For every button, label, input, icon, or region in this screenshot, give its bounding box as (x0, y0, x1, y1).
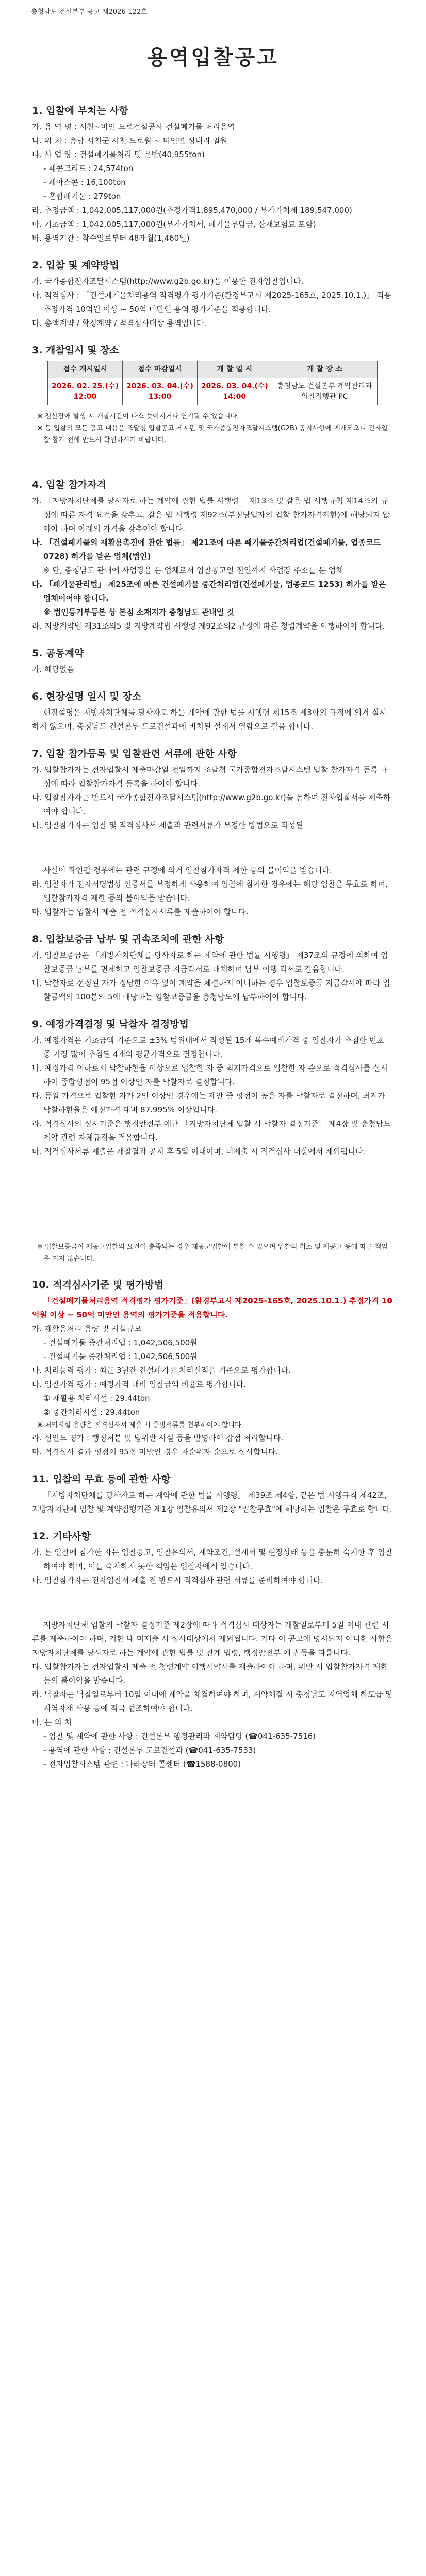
section-2-heading: 2. 입찰 및 계약방법 (32, 260, 119, 271)
s4-item-5: ※ 법인등기부등본 상 본점 소재지가 충청남도 관내일 것 (43, 607, 234, 617)
schedule-cell: 2026. 03. 04.(수) 13:00 (122, 378, 197, 405)
schedule-header: 접수 마감일시 (122, 361, 197, 378)
s1-item-5: - 폐아스콘 : 16,100ton (43, 178, 126, 187)
schedule-cell: 충청남도 건설본부 계약관리과 입찰집행관 PC (272, 378, 377, 405)
s7-item-5: 마. 입찰자는 입찰서 제출 전 적격심사서류를 제출하여야 합니다. (32, 907, 249, 917)
section-10 (32, 1277, 393, 1459)
section-1-heading: 1. 입찰에 부치는 사항 (32, 105, 129, 116)
s9-note: ※ 입찰보증금이 재공고입찰의 요건이 충족되는 경우 재공고입찰에 부칠 수 있으며 입찰의 취소 및 재공고 등에 따른 책임을 지지 않습니다. (37, 1243, 388, 1263)
schedule-cell: 2026. 03. 04.(수) 14:00 (197, 378, 272, 405)
schedule-header: 개 찰 일 시 (197, 361, 272, 378)
s9-item-3: 다. 동일 가격으로 입찰한 자가 2인 이상인 경우에는 제안 중 평점이 높은 자를 낙찰자로 결정하며, 최저가 낙찰하한율은 예정가격 대비 87.995% 이상입니다. (32, 1091, 385, 1114)
section-1 (32, 103, 393, 245)
s12-text-2: 지방자치단체 입찰의 낙찰자 결정기준 제2장에 따라 적격심사 대상자는 개찰일로부터 5일 이내 관련 서류를 제출하여야 하며, 기한 내 미제출 시 심사대상에서 제외됩니다. 기타 이 공고에 명시되지 아니한 사항은 지방자치단체를 당사자로 하는 계약에 관한 법률 및 관계 법령, 행정안전부 예규 등을 따릅니다. (32, 1620, 393, 1657)
section-4 (32, 477, 393, 633)
section-7 (32, 746, 393, 919)
section-4-heading: 4. 입찰 참가자격 (32, 479, 106, 490)
s9-item-4: 라. 적격심사의 심사기준은 행정안전부 예규 「지방자치단체 입찰 시 낙찰자 결정기준」 제4장 및 충청남도 계약 관련 자체규정을 적용합니다. (32, 1119, 391, 1142)
s1-item-1: 가. 용 역 명 : 서천~비인 도로건설공사 건설폐기물 처리용역 (32, 122, 235, 131)
s4-item-6: 라. 지방계약법 제31조의5 및 지방계약법 시행령 제92조의2 규정에 따른 청렴계약을 이행하여야 합니다. (32, 621, 385, 631)
s10-item-9: 마. 적격심사 결과 평점이 95점 미만인 경우 차순위자 순으로 심사합니다. (32, 1447, 278, 1456)
s12-item-4: 라. 낙찰자는 낙찰일로부터 10일 이내에 계약을 체결하여야 하며, 계약체결 시 충청남도 지역업체 하도급 및 지역자재 사용 등에 적극 협조하여야 합니다. (32, 1690, 393, 1713)
s8-item-2: 나. 낙찰자로 선정된 자가 정당한 이유 없이 계약을 체결하지 아니하는 경우 입찰보증금 지급각서에 따라 입찰금액의 100분의 5에 해당하는 입찰보증금을 충청남도에 납부하여야 합니다. (32, 978, 390, 1002)
s10-item-4: 나. 처리능력 평가 : 최근 3년간 건설폐기물 처리실적을 기준으로 평가합니다. (32, 1366, 291, 1375)
s10-item-5: 다. 입찰가격 평가 : 예정가격 대비 입찰금액 비율로 평가합니다. (32, 1380, 246, 1389)
s10-note: ※ 처리시설 용량은 적격심사서 제출 시 증빙서류를 첨부하여야 합니다. (37, 1421, 243, 1429)
s12-contact-1: - 입찰 및 계약에 관한 사항 : 건설본부 행정관리과 계약담당 (☎041-635-7516) (43, 1732, 316, 1741)
section-2 (32, 258, 393, 330)
section-9 (32, 1016, 393, 1265)
s4-item-3: ※ 단, 충청남도 관내에 사업장을 둔 업체로서 입찰공고일 전일까지 사업장 주소를 둔 업체 (43, 566, 343, 575)
s7-item-4: 라. 입찰자가 전자서명법상 인증서를 부정하게 사용하여 입찰에 참가한 경우에는 해당 입찰을 무효로 하며, 입찰참가자격 제한 등의 불이익을 받습니다. (32, 879, 388, 903)
section-8 (32, 931, 393, 1004)
section-3-heading: 3. 개찰일시 및 장소 (32, 345, 119, 356)
notice-number: 충청남도 건설본부 공고 제2026-122호 (31, 8, 148, 16)
s10-item-3: - 건설폐기물 중간처리업 : 1,042,506,500원 (43, 1352, 198, 1361)
s3-note-1: ※ 전산장애 발생 시 개찰시간이 다소 늦어지거나 연기될 수 있습니다. (37, 413, 239, 420)
s3-note-2: ※ 동 입찰의 모든 공고 내용은 조달청 입찰공고 게시판 및 국가종합전자조달시스템(G2B) 공지사항에 게재되오니 전자입찰 참가 전에 반드시 확인하시기 바랍니다. (37, 425, 388, 444)
s12-contact-3: - 전자입찰시스템 관련 : 나라장터 콜센터 (☎1588-0800) (43, 1759, 241, 1769)
section-6 (32, 689, 393, 734)
section-5 (32, 646, 393, 676)
s5-item-1: 가. 해당없음 (32, 665, 74, 674)
s10-item-6: ① 재활용 처리시설 : 29.44ton (43, 1394, 150, 1403)
s1-item-6: - 혼합폐기물 : 279ton (43, 192, 121, 201)
schedule-table (47, 361, 378, 405)
s1-item-7: 라. 추정금액 : 1,042,005,117,000원(추정가격1,895,470,000 / 부가가치세 189,547,000) (32, 206, 352, 215)
s9-item-2: 나. 예정가격 이하로서 낙찰하한율 이상으로 입찰한 자 중 최저가격으로 입찰한 자 순으로 적격심사를 실시하여 종합평점이 95점 이상인 자를 낙찰자로 결정합니다. (32, 1063, 388, 1087)
s10-item-2: - 건설폐기물 중간처리업 : 1,042,506,500원 (43, 1338, 198, 1347)
section-9-heading: 9. 예정가격결정 및 낙찰자 결정방법 (32, 1019, 189, 1030)
s7-text-2: 사실이 확인될 경우에는 관련 규정에 의거 입찰참가자격 제한 등의 불이익을 받습니다. (43, 866, 332, 875)
section-11 (32, 1471, 393, 1516)
s4-item-4: 다. 「폐기물관리법」 제25조에 따른 건설폐기물 중간처리업(건설폐기물, 업종코드 1253) 허가를 받은 업체이어야 합니다. (32, 580, 386, 603)
section-10-heading: 10. 적격심사기준 및 평가방법 (32, 1279, 164, 1291)
section-8-heading: 8. 입찰보증금 납부 및 귀속조치에 관한 사항 (32, 934, 224, 945)
s10-item-8: 라. 신인도 평가 : 행정처분 및 법위반 사실 등을 반영하여 감점 처리합니다. (32, 1433, 284, 1443)
document-title: 용역입찰공고 (147, 46, 279, 70)
s9-item-1: 가. 예정가격은 기초금액 기준으로 ±3% 범위내에서 작성된 15개 복수예비가격 중 입찰자가 추첨한 번호 중 가장 많이 추첨된 4개의 평균가격으로 결정합니다. (32, 1036, 384, 1059)
s4-item-1: 가. 「지방자치단체를 당사자로 하는 계약에 관한 법률 시행령」 제13조 및 같은 법 시행규칙 제14조의 규정에 따른 자격 요건을 갖추고, 같은 법 시행령 제92조(부정당업자의 입찰 참가자격제한)에 해당되지 않아야 하며 아래의 자격을 갖추어야 합니다. (32, 496, 390, 533)
schedule-cell: 2026. 02. 25.(수) 12:00 (48, 378, 123, 405)
s4-item-2: 나. 「건설폐기물의 재활용촉진에 관한 법률」 제21조에 따른 폐기물중간처리업(건설폐기물, 업종코드 0728) 허가를 받은 업체(법인) (32, 538, 381, 561)
s10-item-7: ② 중간처리시설 : 29.44ton (43, 1408, 140, 1417)
section-11-heading: 11. 입찰의 무효 등에 관한 사항 (32, 1473, 171, 1485)
s12-item-5: 마. 문 의 처 (32, 1718, 72, 1727)
schedule-header: 접수 개시일시 (48, 361, 123, 378)
s2-item-3: 다. 총액계약 / 확정계약 / 적격심사대상 용역입니다. (32, 318, 207, 328)
s1-item-3: 다. 사 업 량 : 건설폐기물처리 및 운반(40,955ton) (32, 150, 205, 159)
s1-item-2: 나. 위 치 : 충남 서천군 서천 도로원 ~ 비인면 성내리 일원 (32, 136, 228, 145)
s2-item-2: 나. 적격심사 : 「건설폐기물처리용역 적격평가 평가기준(환경부고시 제2025-165호, 2025.10.1.)」 적용 추정가격 10억원 이상 ~ 50억 미만인 용역 평가기준을 적용합니다. (32, 291, 391, 314)
s10-text: 「건설폐기물처리용역 적격평가 평가기준」(환경부고시 제2025-165호, 2025.10.1.) 추정가격 10억원 이상 ~ 50억 미만인 용역의 평가기준을 적용합니다. (32, 1296, 392, 1319)
section-5-heading: 5. 공동계약 (32, 648, 84, 659)
document-body (32, 103, 393, 1771)
s7-item-1: 가. 입찰참가자는 전자입찰서 제출마감일 전일까지 조달청 국가종합전자조달시스템 입찰 참가자격 등록 규정에 따라 입찰참가자격 등록을 하여야 합니다. (32, 765, 388, 788)
s9-item-5: 마. 적격심사서류 제출은 개찰결과 공지 후 5일 이내이며, 미제출 시 적격심사 대상에서 제외됩니다. (32, 1147, 366, 1156)
s12-item-3: 다. 입찰참가자는 전자입찰서 제출 전 청렴계약 이행서약서를 제출하여야 하며, 위반 시 입찰참가자격 제한 등의 불이익을 받습니다. (32, 1662, 388, 1685)
s1-item-8: 마. 기초금액 : 1,042,005,117,000원(부가가치세, 폐기물부담금, 산재보험료 포함) (32, 219, 316, 229)
s1-item-4: - 폐콘크리트 : 24,574ton (43, 164, 134, 173)
section-12-heading: 12. 기타사항 (32, 1531, 91, 1542)
section-7-heading: 7. 입찰 참가등록 및 입찰관련 서류에 관한 사항 (32, 748, 237, 759)
s8-item-1: 가. 입찰보증금은 「지방자치단체를 당사자로 하는 계약에 관한 법률 시행령」 제37조의 규정에 의하여 입찰보증금 납부를 면제하고 입찰보증금 지급각서로 대체하며 납부 이행 각서로 갈음합니다. (32, 951, 388, 974)
s7-item-3: 다. 입찰참가자는 입찰 및 적격심사서 제출과 관련서류가 부정한 방법으로 작성된 (32, 821, 303, 830)
s12-item-1: 가. 본 입찰에 참가한 자는 입찰공고, 입찰유의서, 계약조건, 설계서 및 현장상태 등을 충분히 숙지한 후 입찰하여야 하며, 이를 숙지하지 못한 책임은 입찰자에게 있습니다. (32, 1548, 393, 1571)
s11-text: 「지방자치단체를 당사자로 하는 계약에 관한 법률 시행령」 제39조 제4항, 같은 법 시행규칙 제42조, 지방자치단체 입찰 및 계약집행기준 제1장 입찰유의서 제2장 "입찰무효"에 해당하는 입찰은 무효로 합니다. (32, 1490, 392, 1514)
s7-item-2: 나. 입찰참가자는 반드시 국가종합전자조달시스템(http://www.g2b.go.kr)을 통하여 전자입찰서를 제출하여야 합니다. (32, 793, 391, 816)
s12-item-2: 나. 입찰참가자는 전자입찰서 제출 전 반드시 적격심사 관련 서류를 준비하여야 합니다. (32, 1575, 323, 1585)
schedule-header: 개 찰 장 소 (272, 361, 377, 378)
section-6-heading: 6. 현장설명 일시 및 장소 (32, 691, 142, 702)
section-12 (32, 1529, 393, 1771)
s2-item-1: 가. 국가종합전자조달시스템(http://www.g2b.go.kr)을 이용한 전자입찰입니다. (32, 277, 304, 286)
s10-item-1: 가. 재활용처리 용량 및 시설규모 (32, 1324, 142, 1333)
section-3 (32, 343, 393, 446)
s6-text: 현장설명은 지방자치단체를 당사자로 하는 계약에 관한 법률 시행령 제15조 제3항의 규정에 의거 실시하지 않으며, 충청남도 건설본부 도로건설과에 비치된 설계서 열람으로 갈음 합니다. (32, 708, 387, 731)
s12-contact-2: - 용역에 관한 사항 : 건설본부 도로건설과 (☎041-635-7533) (43, 1745, 256, 1755)
s1-item-9: 바. 용역기간 : 착수일로부터 48개월(1,460일) (32, 233, 190, 243)
